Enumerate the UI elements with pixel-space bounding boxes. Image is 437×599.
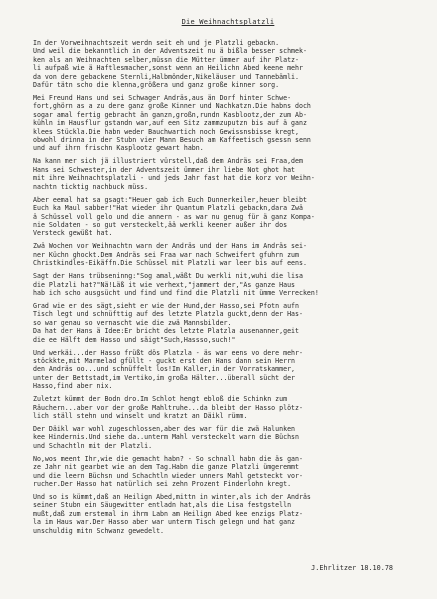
text-line: da von dere gebackene Sternli,Halbmönder,Nikeläuser und Tannebämli. <box>33 72 299 81</box>
text-line: Dafür tätn scho die klenna,größera und ganz große kinner sorg. <box>33 81 280 90</box>
text-line: kühln im Hausflur gstandn war,auf een Sitz zammzuputzn bis auf ä ganz <box>33 119 307 128</box>
paragraph <box>33 395 423 420</box>
text-line: Da hat der Hans ä Idee:Er bricht des letzte Platzla ausenanner,geit <box>33 327 299 336</box>
text-line: Euch ka Maul sabber!"Hat wieder ihr Quantum Platzli gebackn,dara Zwä <box>33 204 303 213</box>
text-line: Räuchern...aber vor der große Mahltruhe...da bleibt der Hasso plötz- <box>33 403 303 412</box>
text-line: Christkindles-Eikäffn.Die Schüssel mit Platzli war leer bis auf eens. <box>33 259 307 268</box>
text-line: Grad wie er des sägt,sieht er wie der Hund,der Hasso,sei Pfotn aufn <box>33 301 299 310</box>
text-line: Aber eemal hat sa gsagt:"Heuer gab ich Euch Dunnerkeiler,heuer bleibt <box>33 195 307 204</box>
paragraph <box>33 455 423 489</box>
paragraph <box>33 425 423 450</box>
text-line: Und so is kümmt,daß an Heilign Abed,mittn in winter,als ich der Andräs <box>33 493 311 502</box>
text-line: Hans sei Schwester,in der Adventszeit ümmer ihr liebe Not ghot hat <box>33 165 296 174</box>
text-line: und die leern Büchsn und Schachtln wieder unners Mahl getsteckt vor- <box>33 471 303 480</box>
text-line: Na kann mer sich jä illustriert vürstell,daß dem Andräs sei Fraa,dem <box>33 157 303 166</box>
text-line: und auf ihrn frischn Kasplootz gewart habn. <box>33 144 204 153</box>
text-line: la im Haus war.Der Hasso aber war unterm Tisch gelegn und hat ganz <box>33 518 296 527</box>
paragraph <box>33 302 423 344</box>
text-line: hab ich scho ausgsücht und find und find die Platzli nit ümme Verrecken! <box>33 288 319 297</box>
paragraph <box>33 272 423 297</box>
text-line: obwohl drinna in der Stubn vier Mann Besuch am Kaffeetisch gsessn senn <box>33 136 311 145</box>
text-line: In der Vorweihnachtszeit werdn seit eh und je Platzli gebackn. <box>33 39 280 47</box>
text-line: li aufpaß wie ä Haftlesmacher,sonst wenn an Heilichn Abed keene mehr <box>33 64 303 73</box>
paragraph <box>33 242 423 267</box>
text-line: unschuldig mitn Schwanz gewedelt. <box>33 526 165 535</box>
text-line: mußt,daß zum erstemal in ihrm Labn am Heilign Abed kee enzigs Platz- <box>33 509 303 518</box>
text-line: klees Stückla.Die habn weder Bauchwartich noch Gewissnsbisse kregt, <box>33 127 299 136</box>
text-line: den Andräs oo...und schnüffelt los!Im Kaller,in der Vorratskammer, <box>33 365 296 374</box>
text-line: Versteck gewüßt hat. <box>33 229 113 238</box>
text-line: Hasso,find aber nix. <box>33 382 113 391</box>
text-line: sogar amal fertig gebracht än ganzn,großn,rundn Kasblootz,der zum Ab- <box>33 110 307 119</box>
text-line: die ee Hälft dem Hasso und säigt"Such,Hassso,such!" <box>33 335 236 344</box>
text-line: seiner Stubn ein Säugewitter entladn hat,als die Lisa festgstelln <box>33 501 292 510</box>
text-line: die Platzli hat?"Nä!Läß it wie verhext,"jammert der,"Äs ganze Haus <box>33 280 296 289</box>
document-title: Die Weihnachtsplatzli <box>181 18 275 26</box>
text-line: nie Soldaten - so gut versteckelt,ää werkli keener außer ihr dos <box>33 220 288 229</box>
text-line: ner Küchn ghockt.Dem Andräs sei Fraa war nach Schweifert gfuhrn zum <box>33 250 299 259</box>
text-line: Mei Freund Hans und sei Schwager Andräs,aus än Dorf hinter Schwe- <box>33 94 292 103</box>
text-line: unter der Bettstadt,im Vertiko,im großa Hälter...überall sücht der <box>33 373 296 382</box>
paragraph <box>33 493 423 535</box>
text-line: No,wos meent Ihr,wie die gemacht habn? - So schnall habn die äs gan- <box>33 454 303 463</box>
text-line: Der Däikl war wohl zugeschlossen,aber des war für die zwä Halunken <box>33 425 296 433</box>
text-line: Sagt der Hans trübseninng:"Sog amal,wäßt Du werkli nit,wuhi die lisa <box>33 272 303 281</box>
paragraph <box>33 39 423 89</box>
text-line: lich ställ stehn und winselt und kratzt an Däikl rümm. <box>33 412 248 420</box>
paragraph <box>33 94 423 153</box>
text-line: Und werkäi...der Hasso früßt dös Platzla - äs war eens vo dere mehr- <box>33 348 303 357</box>
paragraph <box>33 196 423 238</box>
text-line: nachtn ticktig nachbuck müss. <box>33 182 149 191</box>
signature: J.Ehrlitzer 18.10.78 <box>311 564 393 572</box>
text-line: so war genau so vernascht wie die zwä Mannsbilder. <box>33 318 232 327</box>
text-line: rucher.Der Hasso hat natürlich sei zehn Prozent Finderlohn kregt. <box>33 480 292 489</box>
text-line: und Schachtln mit der Platzli. <box>33 441 153 450</box>
text-line: mit ihre Weihnachtsplatzli - und jeds Jahr fast hat die korz vor Weihn- <box>33 174 315 183</box>
text-line: kee Hindernis.Und siehe da..unterm Mahl versteckelt warn die Büchsn <box>33 433 299 442</box>
text-line: stöckkte,mit Marmelad gfüllt - guckt erst den Hans dann sein Herrn <box>33 356 296 365</box>
text-line: fort,ghörn as a zu dere ganz große Kinner und Nachkatzn.Die habns doch <box>33 102 311 111</box>
paragraph <box>33 349 423 391</box>
paragraph <box>33 157 423 191</box>
text-line: Und weil die bekanntlich in der Adventszeit nu ä bißla besser schmek- <box>33 47 307 56</box>
text-line: Zwä Wochen vor Weihnachtn warn der Andräs und der Hans im Andräs sei- <box>33 242 307 251</box>
document-body <box>33 39 423 535</box>
text-line: ä Schüssel voll gelo und die annern - as war nu genug für ä ganz Kompa- <box>33 212 315 221</box>
text-line: ze Jahr nit gearbet wie an dem Tag.Habn die ganze Platzli ümgeremmt <box>33 463 299 472</box>
text-line: Zuletzt kümmt der Bodn dro.Im Schlot hengt ebloß die Schinkn zum <box>33 395 288 404</box>
text-line: ken als an Weihnachten selber,müssn die Mütter ümmer auf ihr Platz- <box>33 55 299 64</box>
text-line: Tisch legt und schnüfttig auf des letzte Platzla guckt,denn der Has- <box>33 310 303 319</box>
